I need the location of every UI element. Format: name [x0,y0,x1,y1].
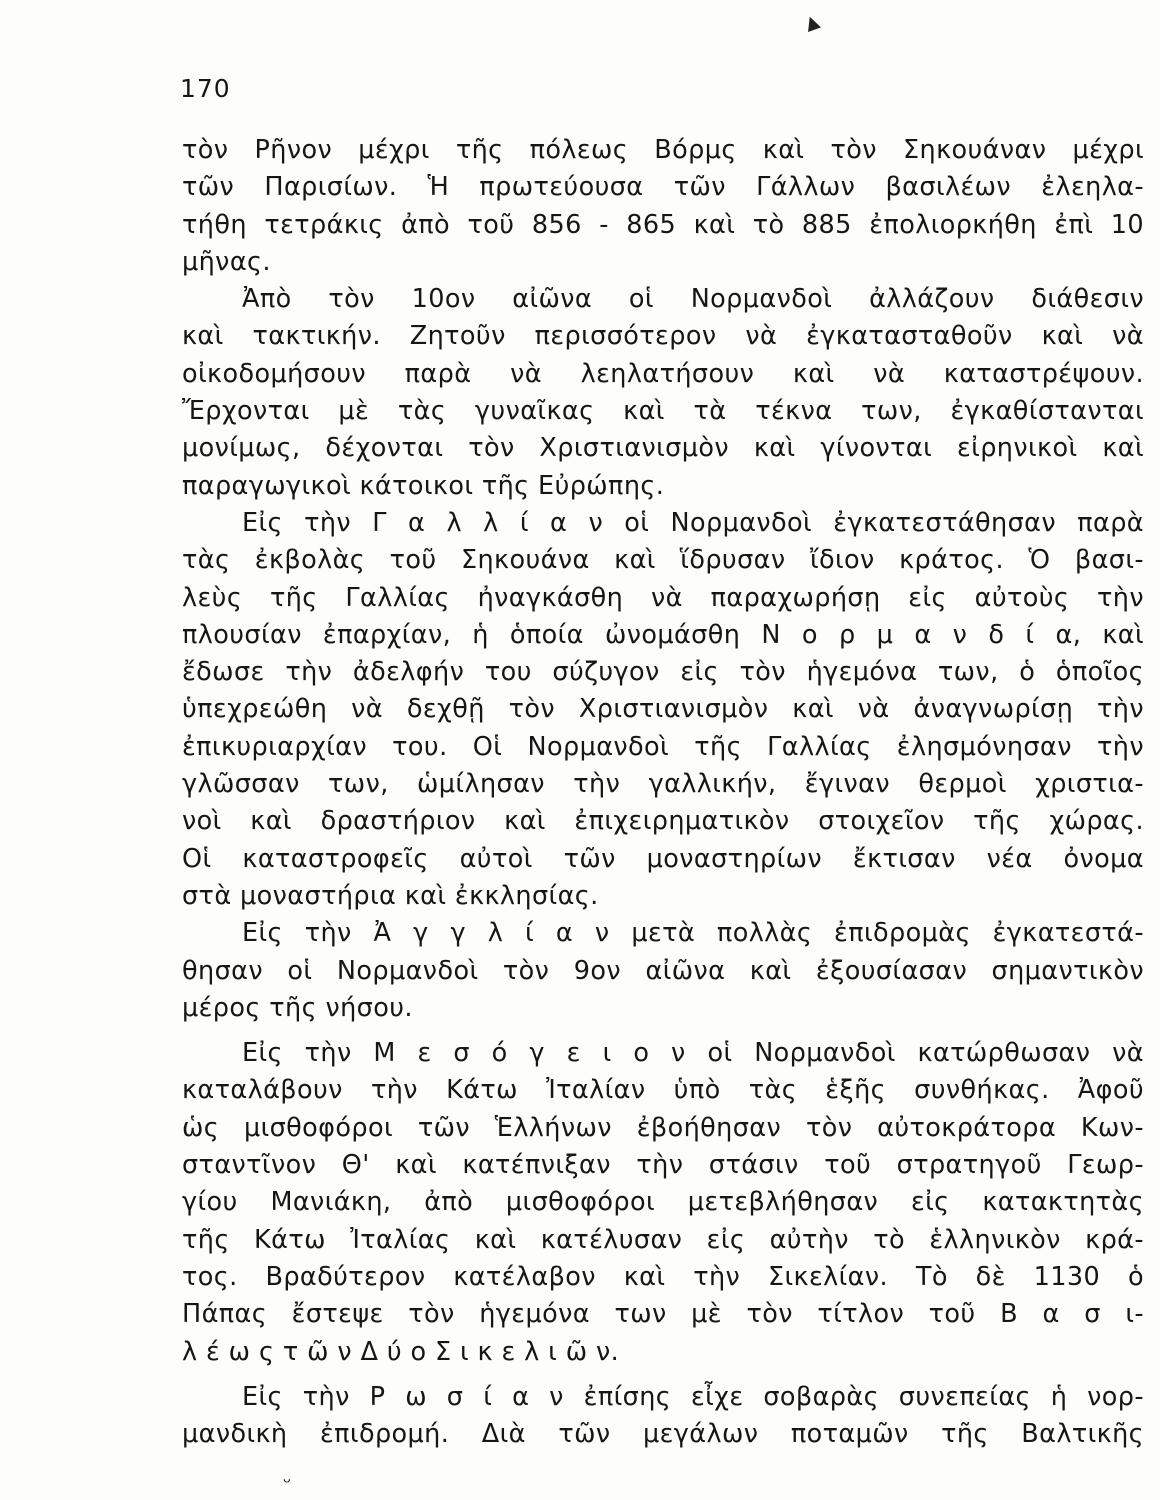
text-line: Εἰς τὴν Μ ε σ ό γ ε ι ο ν οἱ Νορμανδοὶ κατώρθωσαν νὰ [242,1038,1144,1069]
text-line: καὶ τακτικήν. Ζητοῦν περισσότερον νὰ ἐγκατασταθοῦν καὶ νὰ [182,321,1144,352]
text-line: Οἱ καταστροφεῖς αὐτοὶ τῶν μοναστηρίων ἔκτισαν νέα ὀνομα [182,843,1144,874]
text-line: Εἰς τὴν Ἀ γ γ λ ί α ν μετὰ πολλὰς ἐπιδρομὰς ἐγκατεστά- [242,918,1144,949]
text-line: μανδικὴ ἐπιδρομή. Διὰ τῶν μεγάλων ποταμῶν τῆς Βαλτικῆς [182,1419,1144,1450]
text-line: μῆνας. [182,246,271,277]
text-line: λ έ ω ς τ ῶ ν Δ ύ ο Σ ι κ ε λ ι ῶ ν. [182,1336,620,1367]
text-line: τος. Βραδύτερον κατέλαβον καὶ τὴν Σικελίαν. Τὸ δὲ 1130 ὁ [182,1261,1144,1292]
body-text [182,132,1144,1453]
page-number: 170 [180,74,231,103]
text-line: ὑπεχρεώθη νὰ δεχθῇ τὸν Χριστιανισμὸν καὶ νὰ ἀναγνωρίσῃ τὴν [182,694,1144,725]
text-line: θησαν οἱ Νορμανδοὶ τὸν 9ον αἰῶνα καὶ ἐξουσίασαν σημαντικὸν [182,955,1144,986]
text-line: τὰς ἐκβολὰς τοῦ Σηκουάνα καὶ ἵδρυσαν ἴδιον κράτος. Ὁ βασι- [182,545,1144,576]
text-line: Ἀπὸ τὸν 10ον αἰῶνα οἱ Νορμανδοὶ ἀλλάζουν διάθεσιν [242,284,1144,315]
text-line: γλῶσσαν των, ὡμίλησαν τὴν γαλλικήν, ἔγιναν θερμοὶ χριστια- [182,769,1144,800]
text-line: ἔδωσε τὴν ἀδελφήν του σύζυγον εἰς τὸν ἡγεμόνα των, ὁ ὁποῖος [182,657,1144,688]
text-line: οἰκοδομήσουν παρὰ νὰ λεηλατήσουν καὶ νὰ καταστρέψουν. [182,358,1144,389]
text-line: λεὺς τῆς Γαλλίας ἠναγκάσθη νὰ παραχωρήσῃ εἰς αὐτοὺς τὴν [182,582,1144,613]
ink-speck: ᵕ [283,1470,292,1494]
text-line: τῆς Κάτω Ἰταλίας καὶ κατέλυσαν εἰς αὐτὴν τὸ ἑλληνικὸν κρά- [182,1224,1144,1255]
text-line: νοὶ καὶ δραστήριον καὶ ἐπιχειρηματικὸν στοιχεῖον τῆς χώρας. [182,806,1144,837]
text-line: μέρος τῆς νήσου. [182,992,413,1023]
text-line: τὸν Ρῆνον μέχρι τῆς πόλεως Βόρμς καὶ τὸν Σηκουάναν μέχρι [182,135,1144,165]
text-line: Εἰς τὴν Γ α λ λ ί α ν οἱ Νορμανδοὶ ἐγκατεστάθησαν παρὰ [242,507,1144,538]
text-line: παραγωγικοὶ κάτοικοι τῆς Εὐρώπης. [182,470,665,501]
text-line: μονίμως, δέχονται τὸν Χριστιανισμὸν καὶ γίνονται εἰρηνικοὶ καὶ [182,433,1144,464]
ink-speck: ▲ [801,10,823,35]
text-line: γίου Μανιάκη, ἀπὸ μισθοφόροι μετεβλήθησαν εἰς κατακτητὰς [182,1187,1144,1218]
text-line: Ἔρχονται μὲ τὰς γυναῖκας καὶ τὰ τέκνα των, ἐγκαθίστανται [182,396,1144,427]
text-line: ὡς μισθοφόροι τῶν Ἑλλήνων ἐβοήθησαν τὸν αὐτοκράτορα Κων- [182,1112,1144,1143]
text-line: Εἰς τὴν Ρ ω σ ί α ν ἐπίσης εἶχε σοβαρὰς συνεπείας ἡ νορ- [242,1381,1144,1412]
text-line: τῶν Παρισίων. Ἡ πρωτεύουσα τῶν Γάλλων βασιλέων ἐλεηλα- [182,172,1144,203]
text-line: ἐπικυριαρχίαν του. Οἱ Νορμανδοὶ τῆς Γαλλίας ἐλησμόνησαν τὴν [182,731,1144,762]
text-line: Πάπας ἔστεψε τὸν ἡγεμόνα των μὲ τὸν τίτλον τοῦ Β α σ ι- [182,1299,1144,1330]
text-line: πλουσίαν ἐπαρχίαν, ἡ ὁποία ὠνομάσθη Ν ο ρ μ α ν δ ί α, καὶ [182,619,1144,650]
text-line: τήθη τετράκις ἀπὸ τοῦ 856 - 865 καὶ τὸ 885 ἐπολιορκήθη ἐπὶ 10 [182,209,1144,240]
text-line: στὰ μοναστήρια καὶ ἐκκλησίας. [182,880,599,911]
text-line: καταλάβουν τὴν Κάτω Ἰταλίαν ὑπὸ τὰς ἑξῆς συνθήκας. Ἀφοῦ [182,1075,1144,1106]
text-line: σταντῖνον Θ' καὶ κατέπνιξαν τὴν στάσιν τοῦ στρατηγοῦ Γεωρ- [182,1150,1144,1181]
